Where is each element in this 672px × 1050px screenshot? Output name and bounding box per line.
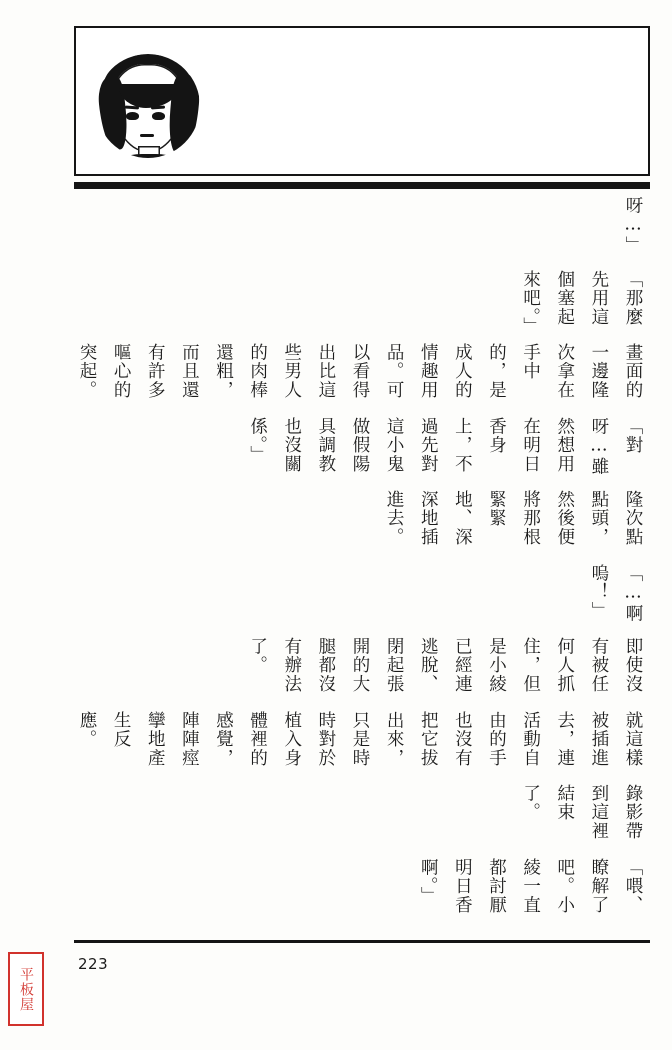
page-number: 223 xyxy=(78,955,109,973)
paragraph: 即使沒有被任何人抓住，但是小綾已經連逃脫、閉起張開的大腿都沒有辦法了。 xyxy=(247,637,643,694)
shoulder-shape xyxy=(114,154,184,158)
character-portrait xyxy=(96,54,200,158)
footer-divider-rule xyxy=(74,940,650,943)
paragraph: 畫面的一邊隆次拿在手中的，是成人的情趣用品。可以看得出比這些男人的肉棒還粗，而且還有許多嘔心的突起。 xyxy=(77,343,643,400)
paragraph: 隆次點點頭，然後便將那根緊緊地、深深地插進去。 xyxy=(384,490,643,547)
paragraph: 就這樣被插進去，連活動自由的手也沒有把它拔出來，只是時時對於植入身體裡的感覺，陣陣痙攣地產生反應。 xyxy=(77,710,643,767)
eye-left-shape xyxy=(126,112,139,120)
paragraph: 呀…」 xyxy=(623,196,643,255)
paragraph: 「喂、瞭解了吧。小綾一直都討厭明日香啊。」 xyxy=(418,857,643,914)
panel-background xyxy=(76,28,648,174)
eye-right-shape xyxy=(152,112,165,120)
publisher-seal: 平板屋 xyxy=(8,952,44,1026)
paragraph: 「那麼先用這個塞起來吧。」 xyxy=(520,269,643,336)
vertical-body-text xyxy=(74,196,650,931)
manga-illustration-panel xyxy=(74,26,650,176)
paragraph: 「對呀…雖然想用在明日香身上，不過先對這小鬼做假陽具調教也沒關係。」 xyxy=(247,416,643,476)
panel-divider-rule xyxy=(74,182,650,189)
paragraph: 「…啊嗚！」 xyxy=(588,563,643,623)
paragraph: 錄影帶到這裡結束了。 xyxy=(520,784,643,841)
mouth-shape xyxy=(140,134,154,137)
